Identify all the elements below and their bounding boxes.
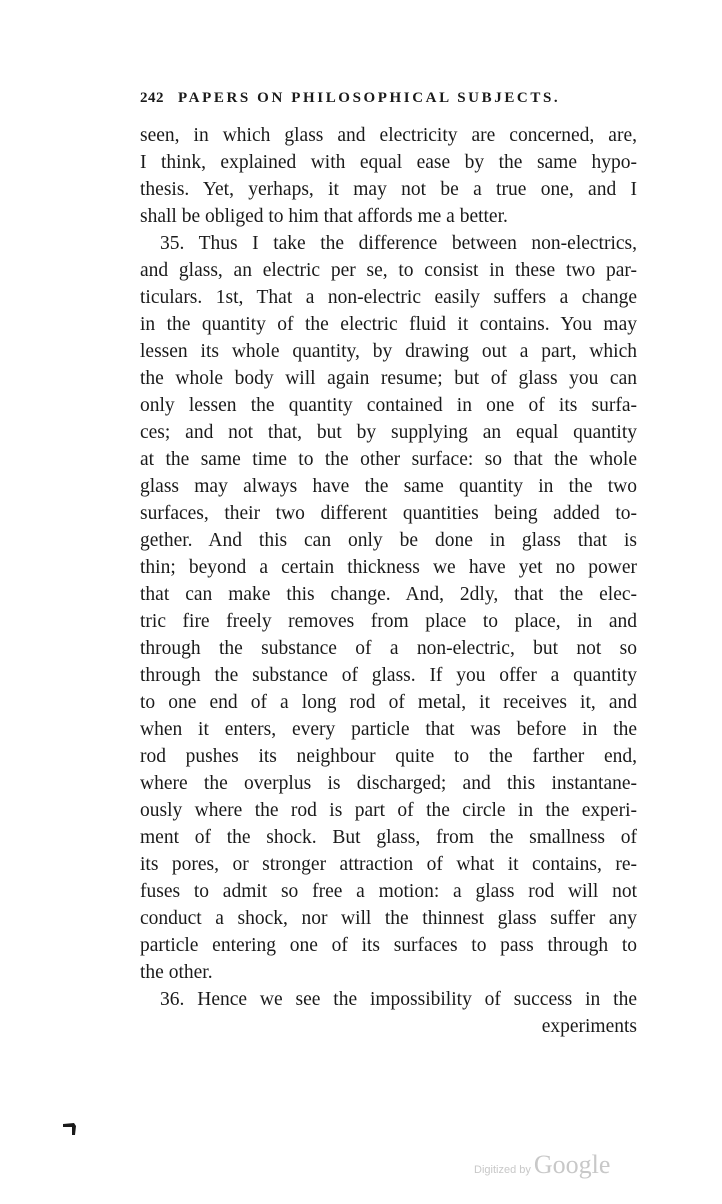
text-line: seen, in which glass and electricity are concerned, are, (140, 125, 637, 146)
running-title: PAPERS ON PHILOSOPHICAL SUBJECTS. (178, 90, 561, 106)
text-line: rod pushes its neighbour quite to the farther end, (140, 746, 637, 767)
text-line: to one end of a long rod of metal, it receives it, and (140, 692, 637, 713)
text-line: through the substance of glass. If you offer a quantity (140, 665, 637, 686)
digitized-label: Digitized by (474, 1164, 531, 1176)
text-line: only lessen the quantity contained in one of its surfa- (140, 395, 637, 416)
text-line: ously where the rod is part of the circle in the experi- (140, 800, 637, 821)
text-line: that can make this change. And, 2dly, that the elec- (140, 584, 637, 605)
text-line: ment of the shock. But glass, from the smallness of (140, 827, 637, 848)
text-line: conduct a shock, nor will the thinnest glass suffer any (140, 908, 637, 929)
text-line: ces; and not that, but by supplying an equal quantity (140, 422, 637, 443)
text-line: thesis. Yet, yerhaps, it may not be a true one, and I (140, 179, 637, 200)
text-line: and glass, an electric per se, to consist in these two par- (140, 260, 637, 281)
page-number: 242 (140, 90, 164, 106)
text-line: when it enters, every particle that was before in the (140, 719, 637, 740)
text-line: lessen its whole quantity, by drawing out a part, which (140, 341, 637, 362)
text-line: its pores, or stronger attraction of what it contains, re- (140, 854, 637, 875)
text-line: in the quantity of the electric fluid it contains. You may (140, 314, 637, 335)
text-line: particle entering one of its surfaces to pass through to (140, 935, 637, 956)
text-line: glass may always have the same quantity in the two (140, 476, 637, 497)
text-line: fuses to admit so free a motion: a glass rod will not (140, 881, 637, 902)
digitized-watermark (474, 1150, 610, 1180)
running-header (140, 90, 560, 107)
paragraph-35-start: 35. Thus I take the difference between non-electrics, (160, 233, 637, 254)
text-line: at the same time to the other surface: so that the whole (140, 449, 637, 470)
paragraph-36-start: 36. Hence we see the impossibility of success in the (160, 989, 637, 1010)
text-line: tric fire freely removes from place to place, in and (140, 611, 637, 632)
text-line: I think, explained with equal ease by the same hypo- (140, 152, 637, 173)
text-line: where the overplus is discharged; and this instantane- (140, 773, 637, 794)
google-logo: Google (533, 1150, 611, 1179)
text-line: the other. (140, 962, 213, 983)
corner-mark-icon (62, 1120, 80, 1136)
text-line: shall be obliged to him that affords me a better. (140, 206, 508, 227)
body-text (140, 122, 637, 1040)
text-line: through the substance of a non-electric, but not so (140, 638, 637, 659)
text-line: thin; beyond a certain thickness we have yet no power (140, 557, 637, 578)
catchword: experiments (541, 1016, 637, 1037)
text-line: gether. And this can only be done in glass that is (140, 530, 637, 551)
text-line: the whole body will again resume; but of glass you can (140, 368, 637, 389)
text-line: surfaces, their two different quantities being added to- (140, 503, 637, 524)
text-line: ticulars. 1st, That a non-electric easily suffers a change (140, 287, 637, 308)
